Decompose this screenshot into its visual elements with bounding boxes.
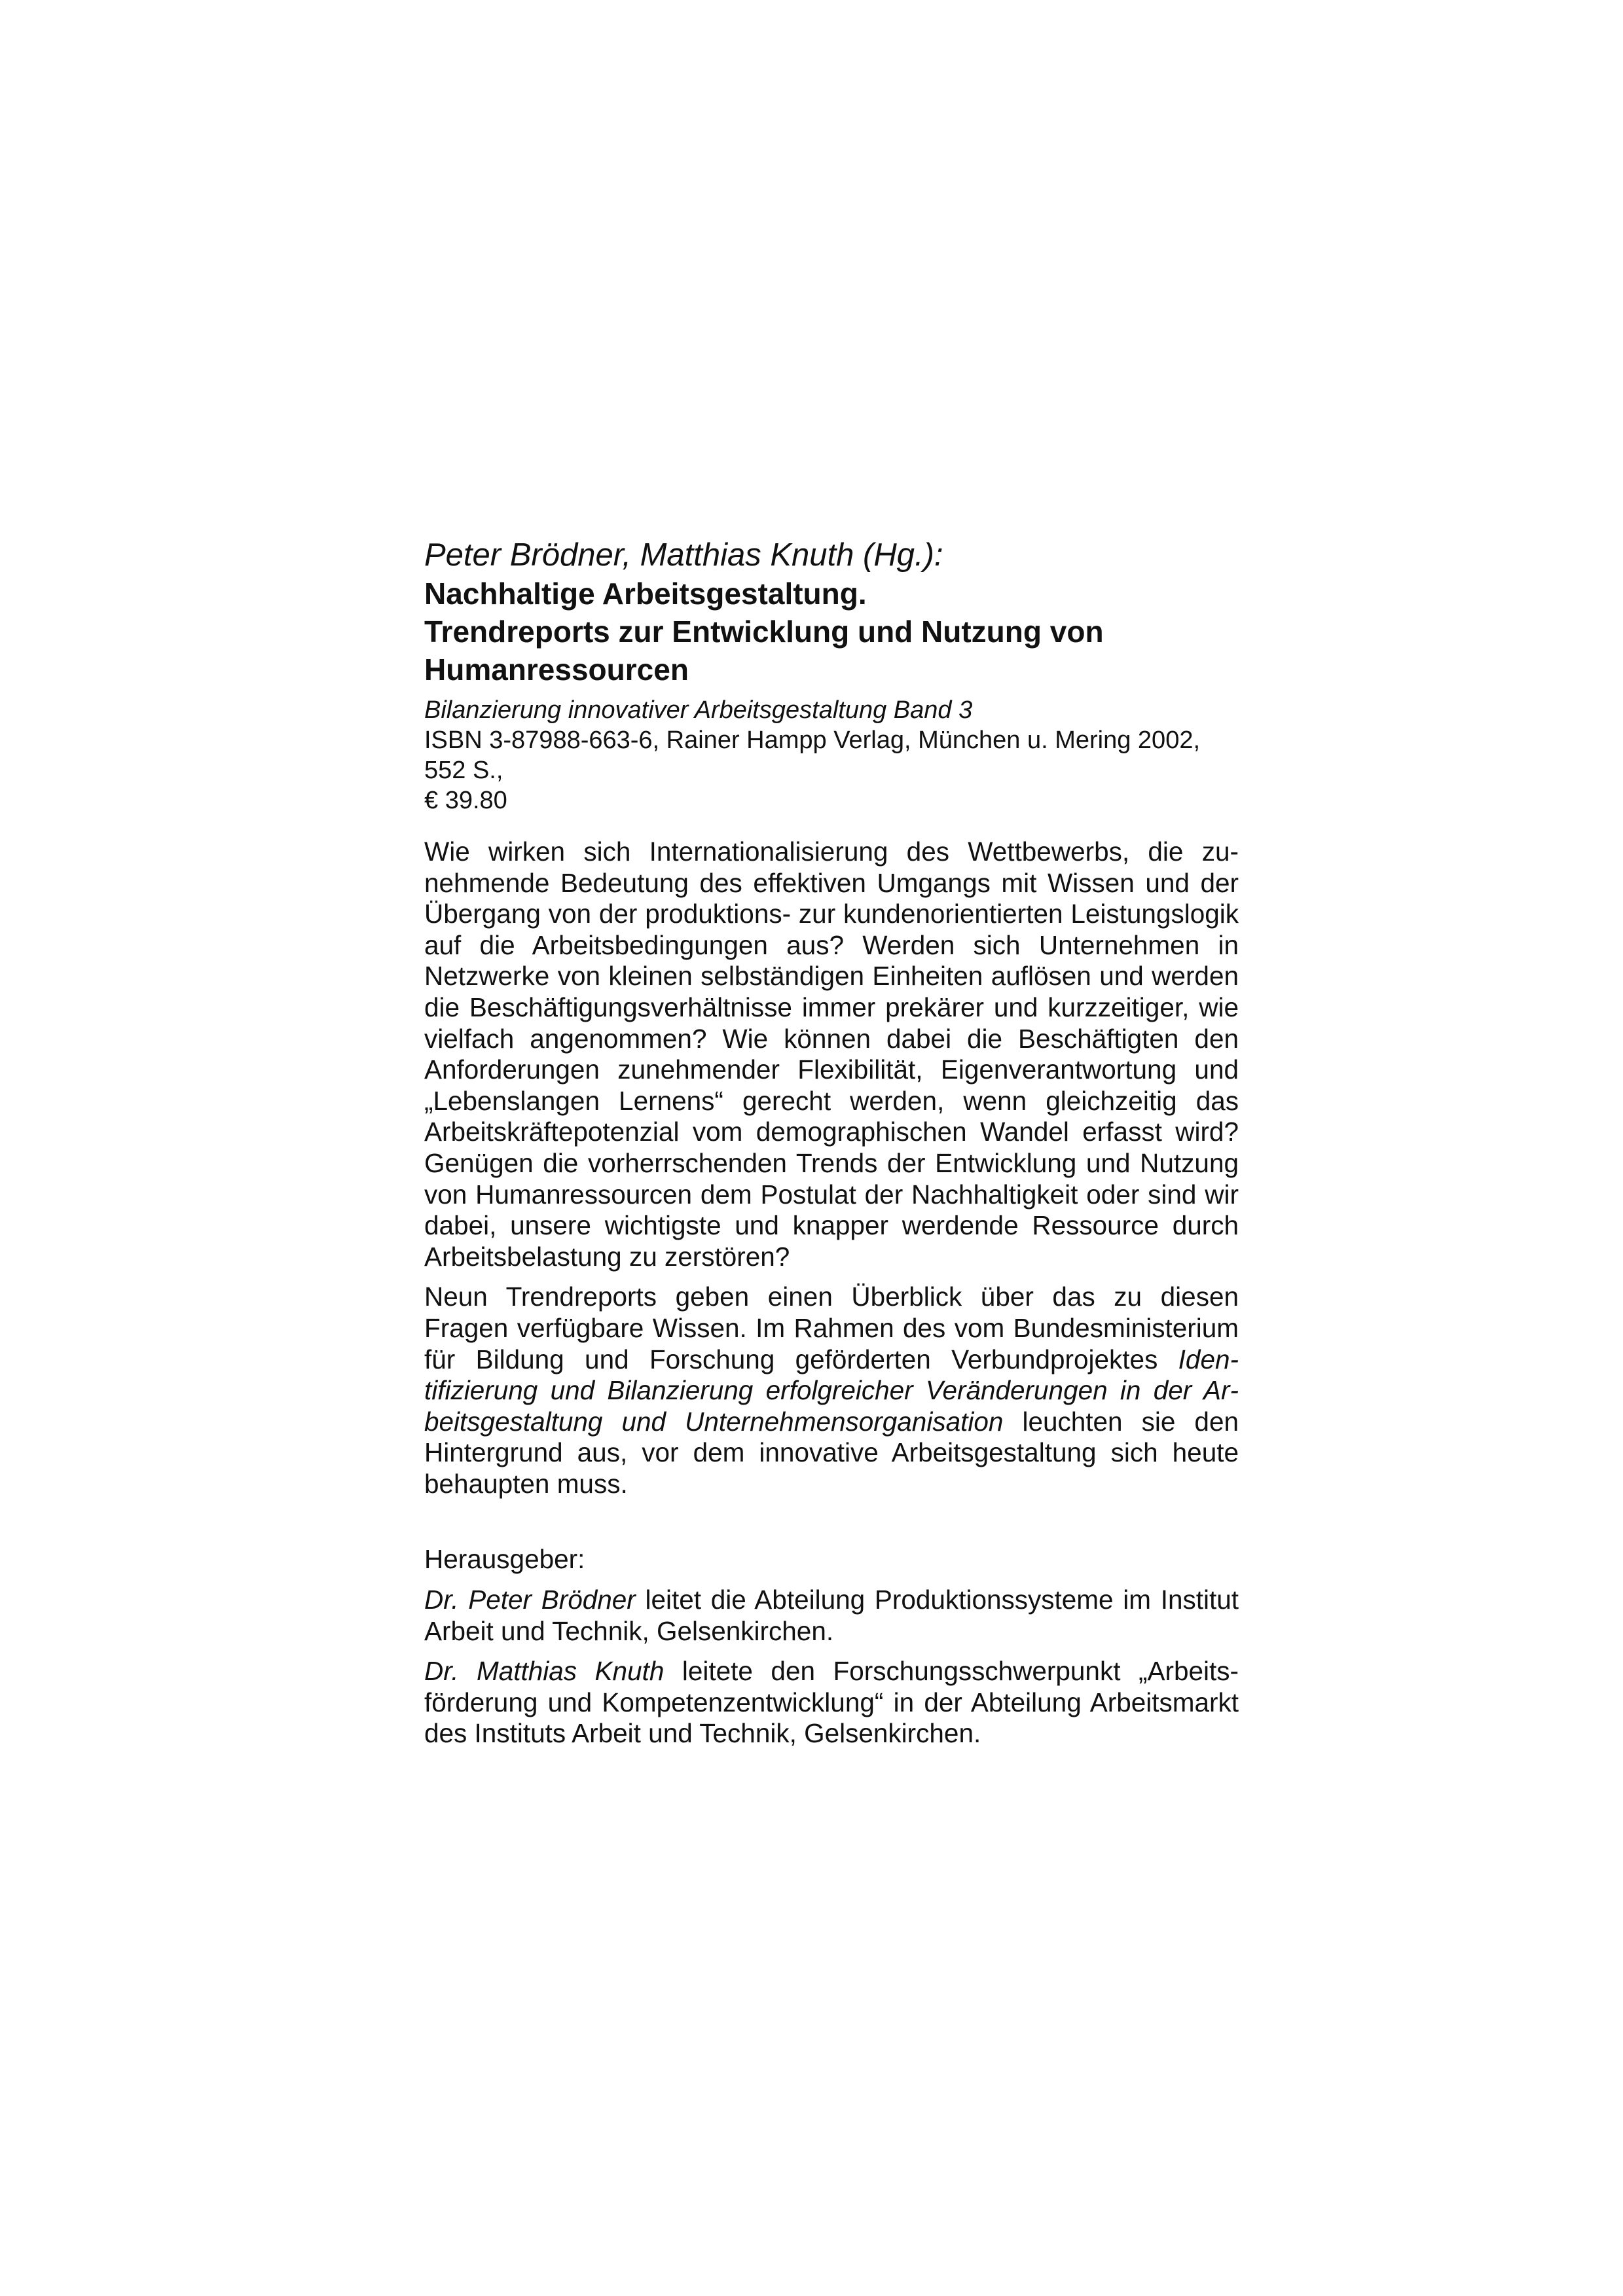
editor-1-text: leitet die Abteilung Produktionssysteme im Institut Arbeit und Technik, Gelsenkirchen.: [424, 1585, 1239, 1646]
editor-1-bio: [424, 1585, 1239, 1647]
book-title-line-2: Trendreports zur Entwicklung und Nutzung von: [424, 615, 1104, 649]
abstract-paragraph-1: Wie wirken sich Internationalisierung des Wettbewerbs, die zunehmende Bedeutung des effektiven Umgangs mit Wissen und der Übergang von der produktions- zur kundenorientierten Leistungslogik auf die Arbeitsbedingungen aus? Werden sich Unternehmen in Netzwerke von kleinen selbständigen Einheiten auflösen und werden die Beschäftigungsverhältnisse immer prekärer und kurzzeitiger, wie vielfach angenommen? Wie können dabei die Beschäftigten den Anforderungen zunehmender Flexibilität, Eigenverantwortung und „Lebenslangen Lernens“ gerecht werden, wenn gleichzeitig das Arbeitskräftepotenzial vom demographischen Wandel erfasst wird? Genügen die vorherrschenden Trends der Entwicklung und Nutzung von Humanressourcen dem Postulat der Nachhaltigkeit oder sind wir dabei, unsere wichtigste und knapper werdende Ressource durch Arbeitsbelastung zu zerstören?: [424, 836, 1239, 1272]
abstract-paragraph-2-end: leuchten sie den Hintergrund aus, vor dem innovative Arbeitsgestaltung sich heute behaupten muss.: [424, 1406, 1239, 1499]
editor-2-name: Dr. Matthias Knuth: [424, 1656, 665, 1687]
book-authors: Peter Brödner, Matthias Knuth (Hg.):: [424, 537, 943, 573]
book-title-line-1: Nachhaltige Arbeitsgestaltung.: [424, 577, 867, 611]
book-price: € 39.80: [424, 787, 507, 814]
project-title: Identifizierung und Bilanzierung erfolgreicher Veränderungen in der Arbeitsgestaltung und Unternehmensorganisation: [424, 1344, 1239, 1437]
abstract-paragraph-2-start: Neun Trendreports geben einen Überblick über das zu diesen Fragen verfügbare Wissen. Im Rahmen des vom Bundesministerium für Bildung und Forschung geförderten Verbundprojektes: [424, 1282, 1239, 1374]
book-series: Bilanzierung innovativer Arbeitsgestaltung Band 3: [424, 696, 973, 724]
editors-heading: Herausgeber:: [424, 1544, 585, 1575]
book-pages: 552 S.,: [424, 757, 503, 784]
editor-1-name: Dr. Peter Brödner: [424, 1585, 636, 1615]
editor-2-bio: [424, 1656, 1239, 1749]
editor-2-text: leitete den Forschungsschwerpunkt „Arbeitsförderung und Kompetenzentwicklung“ in der Abteilung Arbeitsmarkt des Instituts Arbeit und Technik, Gelsenkirchen.: [424, 1656, 1239, 1749]
abstract-paragraph-2: [424, 1282, 1239, 1499]
book-isbn-publisher: ISBN 3-87988-663-6, Rainer Hampp Verlag, München u. Mering 2002,: [424, 726, 1201, 754]
abstract: [424, 836, 1239, 1749]
book-title-line-3: Humanressourcen: [424, 653, 689, 687]
book-notice: [424, 535, 1239, 1749]
